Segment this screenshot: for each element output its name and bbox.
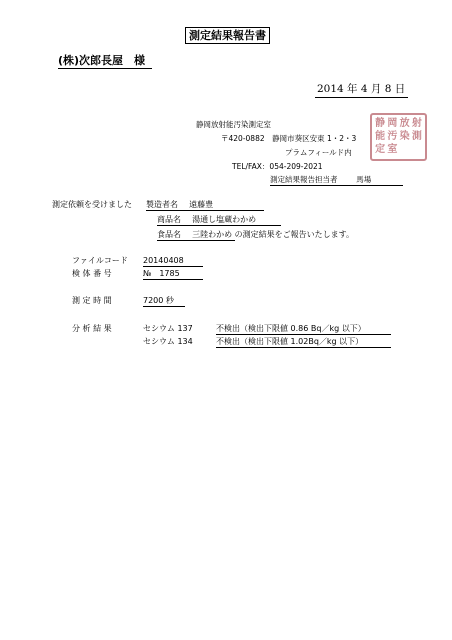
manufacturer-line (146, 201, 264, 211)
seal-char: 室 (387, 144, 398, 156)
seal-char (399, 144, 411, 157)
lab-address: 〒420-0882 静岡市葵区安東 1・2・3 (221, 134, 357, 143)
manufacturer-value: 遠藤豊 (189, 200, 214, 209)
seal-char: 測 (411, 130, 422, 142)
lab-seal-stamp (370, 113, 427, 161)
file-code-value: 20140408 (143, 257, 203, 267)
seal-char: 静 (375, 117, 386, 129)
person-in-charge-name: 馬場 (356, 175, 372, 184)
seal-char: 汚 (387, 130, 398, 142)
seal-char: 岡 (387, 117, 398, 129)
product-value: 湯通し塩蔵わかめ (192, 215, 257, 224)
report-date: 2014 年 4 月 8 日 (317, 83, 406, 95)
seal-char: 能 (375, 130, 386, 142)
result-value-cs137: 不検出（検出下限値 0.86 Bq／kg 以下） (216, 325, 391, 335)
seal-char: 染 (399, 130, 410, 142)
lab-building: プラムフィールド内 (285, 148, 352, 157)
file-code-label: ファイルコード (72, 256, 128, 265)
nuclide-name: セシウム 134 (143, 337, 193, 346)
addressee-underline (58, 68, 152, 69)
result-row-cs137 (143, 325, 193, 333)
results-label: 分 析 結 果 (72, 324, 112, 333)
request-intro: 測定依頼を受けました (52, 200, 132, 209)
person-in-charge-label: 測定結果報告担当者 (270, 175, 338, 184)
food-value: 三陸わかめ (192, 230, 233, 239)
document-title: 測定結果報告書 (185, 27, 270, 44)
lab-name: 静岡放射能汚染測定室 (196, 120, 271, 129)
seal-char: 放 (399, 117, 410, 129)
food-line (157, 231, 354, 239)
product-line (157, 216, 281, 226)
date-underline (315, 97, 408, 98)
person-in-charge (270, 176, 403, 186)
addressee: (株)次郎長屋 様 (58, 54, 146, 67)
food-field (157, 230, 235, 241)
lab-tel-fax: TEL/FAX：054-209-2021 (232, 162, 323, 171)
result-value-cs134: 不検出（検出下限値 1.02Bq／kg 以下） (216, 338, 391, 348)
sample-no-value: № 1785 (143, 270, 203, 280)
nuclide-name: セシウム 137 (143, 324, 193, 333)
duration-label: 測 定 時 間 (72, 296, 112, 305)
duration-value: 7200 秒 (143, 297, 185, 307)
seal-char (411, 144, 423, 157)
sample-no-label: 検 体 番 号 (72, 269, 112, 278)
seal-char: 定 (375, 144, 386, 156)
manufacturer-label: 製造者名 (146, 200, 178, 209)
result-row-cs134 (143, 338, 193, 346)
food-label: 食品名 (157, 230, 181, 239)
request-closing: の測定結果をご報告いたします。 (234, 230, 354, 239)
seal-char: 射 (411, 117, 422, 129)
product-label: 商品名 (157, 215, 181, 224)
